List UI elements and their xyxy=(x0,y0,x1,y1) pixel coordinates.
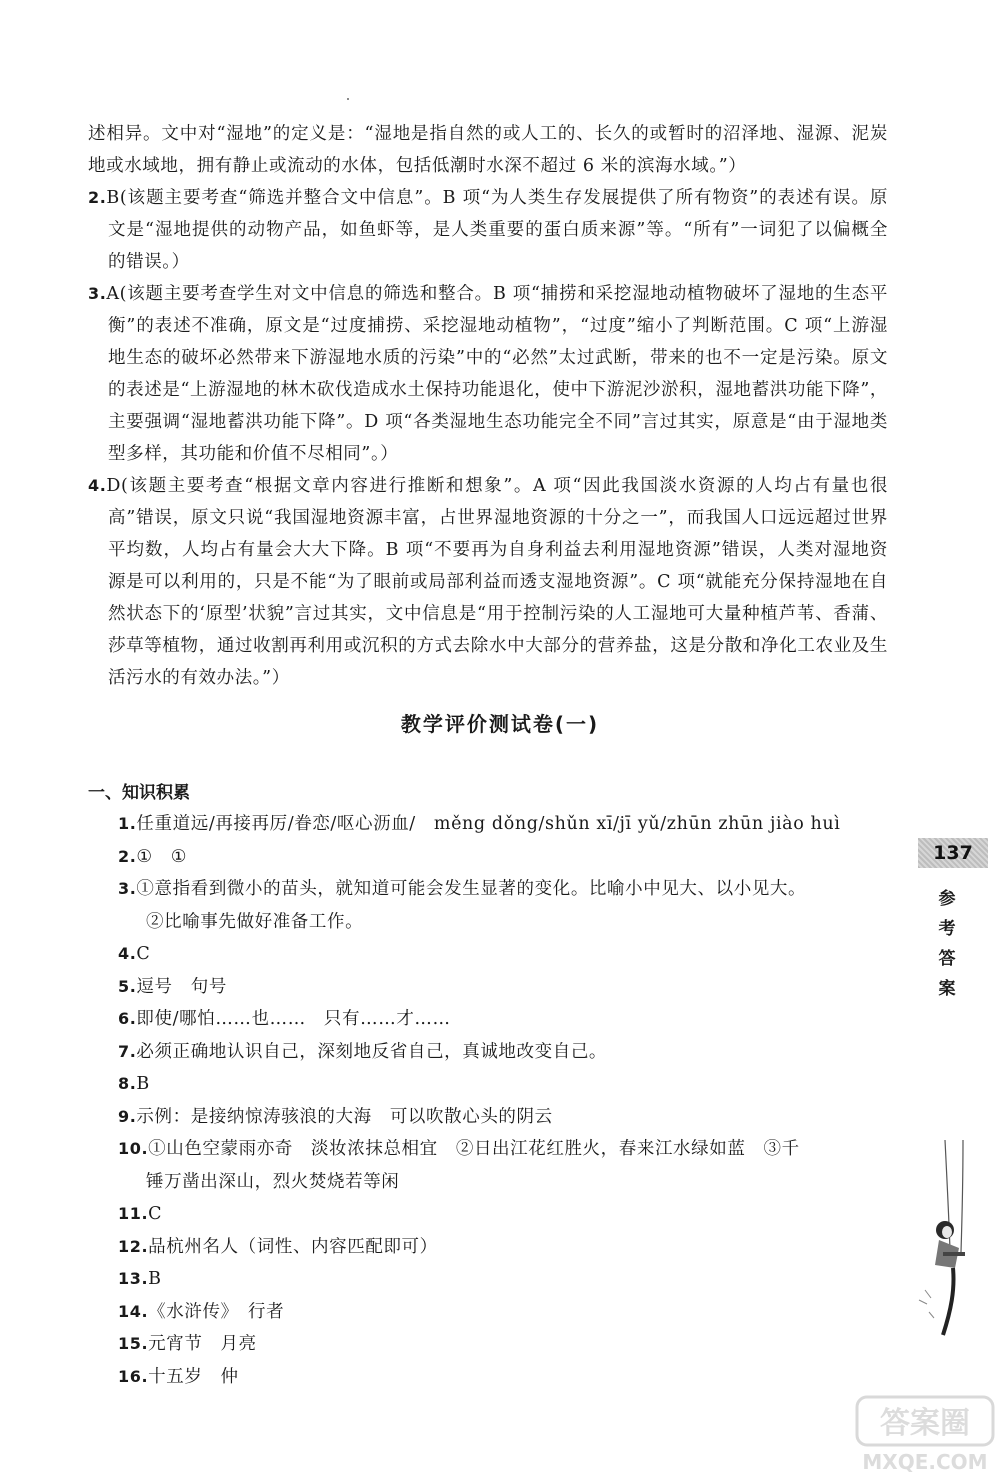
answer-item: 7.必须正确地认识自己，深刻地反省自己，真诚地改变自己。 xyxy=(118,1041,608,1062)
side-label-char: 参 xyxy=(938,889,956,909)
answer-item: 5.逗号 句号 xyxy=(118,976,227,997)
test-title: 教学评价测试卷(一) xyxy=(400,712,600,736)
answer-item: 16.十五岁 仲 xyxy=(118,1366,239,1387)
side-label-char: 答 xyxy=(938,949,956,969)
page-number: 137 xyxy=(933,842,973,864)
answer-item: 11.C xyxy=(118,1204,163,1224)
side-label xyxy=(932,884,962,1004)
answer-item: 9.示例：是接纳惊涛骇浪的大海 可以吹散心头的阴云 xyxy=(118,1106,553,1127)
answer-item-continuation: ②比喻事先做好准备工作。 xyxy=(146,911,364,932)
answer-item: 3.①意指看到微小的苗头，就知道可能会发生显著的变化。比喻小中见大、以小见大。 xyxy=(118,879,807,899)
swing-girl-illustration xyxy=(905,1140,985,1340)
answer-item: 12.品杭州名人（词性、内容匹配即可） xyxy=(118,1236,438,1257)
answer-item: 1.任重道远/再接再厉/眷恋/呕心沥血/ měng dǒng/shǔn xī/jī yǔ/zhūn zhūn jiào huì xyxy=(118,814,841,834)
scan-speck xyxy=(347,98,349,100)
paragraph-3: 3.A(该题主要考查学生对文中信息的筛选和整合。B 项“捕捞和采挖湿地动植物破坏了湿地的生态平衡”的表述不准确，原文是“过度捕捞、采挖湿地动植物”，“过度”缩小了判断范围。C 项“上游湿地生态的破坏必然带来下游湿地水质的污染”中的“必然”太过武断，带来的也不一定是污染。原文的表述是“上游湿地的林木砍伐造成水土保持功能退化，使中下游泥沙淤积，湿地蓄洪功能下降”，主要强调“湿地蓄洪功能下降”。D 项“各类湿地生态功能完全不同”言过其实，原意是“由于湿地类型多样，其功能和价值不尽相同”。） xyxy=(88,284,888,464)
answer-item: 14.《水浒传》 行者 xyxy=(118,1301,285,1322)
answer-item: 10.①山色空蒙雨亦奇 淡妆浓抹总相宜 ②日出江花红胜火，春来江水绿如蓝 ③千 xyxy=(118,1139,800,1159)
answer-item: 8.B xyxy=(118,1074,150,1094)
side-label-char: 案 xyxy=(938,979,956,999)
svg-text:MXQE.COM: MXQE.COM xyxy=(862,1450,988,1474)
answer-item-continuation: 锤万凿出深山，烈火焚烧若等闲 xyxy=(146,1171,400,1192)
paragraph-4: 4.D(该题主要考查“根据文章内容进行推断和想象”。A 项“因此我国淡水资源的人均占有量也很高”错误，原文只说“我国湿地资源丰富，占世界湿地资源的十分之一”，而我国人口远远超过世界平均数，人均占有量会大大下降。B 项“不要再为自身利益去利用湿地资源”错误，人类对湿地资源是可以利用的，只是不能“为了眼前或局部利益而透支湿地资源”。C 项“就能充分保持湿地在自然状态下的‘原型’状貌”言过其实，文中信息是“用于控制污染的人工湿地可大量种植芦苇、香蒲、莎草等植物，通过收割再利用或沉积的方式去除水中大部分的营养盐，这是分散和净化工农业及生活污水的有效办法。”） xyxy=(88,476,888,688)
answer-item: 15.元宵节 月亮 xyxy=(118,1334,257,1354)
answer-item: 13.B xyxy=(118,1269,162,1289)
side-label-char: 考 xyxy=(938,919,956,939)
answer-item: 2.① ① xyxy=(118,846,188,867)
watermark-logo xyxy=(855,1395,995,1475)
svg-text:答案圈: 答案圈 xyxy=(880,1406,970,1441)
reading-answers xyxy=(88,118,888,694)
answer-list xyxy=(118,808,898,1393)
paragraph-1: 述相异。文中对“湿地”的定义是：“湿地是指自然的或人工的、长久的或暂时的沼泽地、湿源、泥炭地或水域地，拥有静止或流动的水体，包括低潮时水深不超过 6 米的滨海水域。”） xyxy=(88,124,888,176)
page-number-badge xyxy=(918,838,988,868)
answer-item: 4.C xyxy=(118,944,151,964)
answer-item: 6.即使/哪怕……也…… 只有……才…… xyxy=(118,1009,451,1029)
section-heading: 一、知识积累 xyxy=(88,783,190,803)
paragraph-2: 2.B(该题主要考查“筛选并整合文中信息”。B 项“为人类生存发展提供了所有物资”的表述有误。原文是“湿地提供的动物产品，如鱼虾等，是人类重要的蛋白质来源”等。“所有”一词犯了以偏概全的错误。） xyxy=(88,188,888,272)
